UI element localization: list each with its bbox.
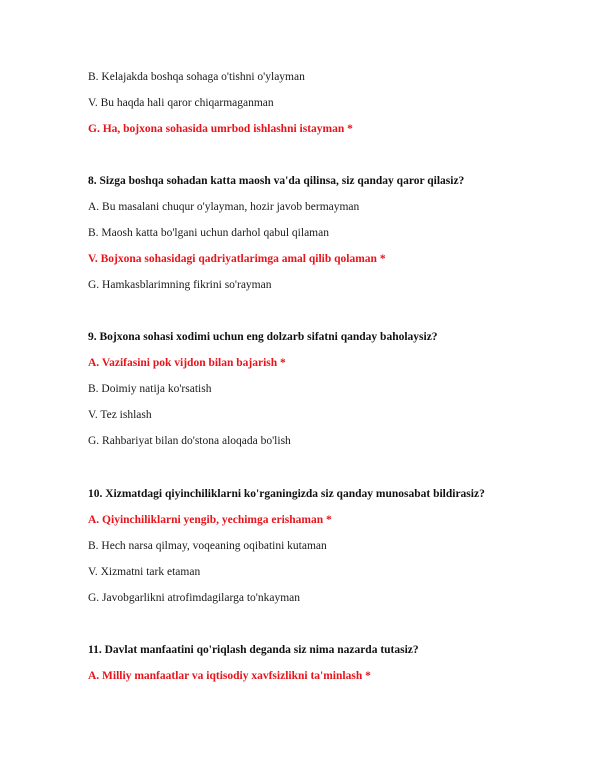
option-9-g: G. Rahbariyat bilan do'stona aloqada bo'lish	[88, 435, 291, 447]
option-8-v-correct: V. Bojxona sohasidagi qadriyatlarimga amal qilib qolaman *	[88, 253, 386, 265]
option-9-b: B. Doimiy natija ko'rsatish	[88, 383, 212, 395]
option-8-b: B. Maosh katta bo'lgani uchun darhol qabul qilaman	[88, 227, 329, 239]
option-7-g-correct: G. Ha, bojxona sohasida umrbod ishlashni istayman *	[88, 123, 353, 135]
option-10-a-correct: A. Qiyinchiliklarni yengib, yechimga erishaman *	[88, 514, 332, 526]
option-10-v: V. Xizmatni tark etaman	[88, 566, 201, 578]
option-9-v: V. Tez ishlash	[88, 409, 152, 421]
option-9-a-correct: A. Vazifasini pok vijdon bilan bajarish *	[88, 357, 286, 369]
option-7-b: B. Kelajakda boshqa sohaga o'tishni o'ylayman	[88, 71, 305, 83]
option-7-v: V. Bu haqda hali qaror chiqarmaganman	[88, 97, 274, 109]
option-11-a-correct: A. Milliy manfaatlar va iqtisodiy xavfsizlikni ta'minlash *	[88, 670, 371, 682]
option-8-g: G. Hamkasblarimning fikrini so'rayman	[88, 279, 272, 291]
option-10-g: G. Javobgarlikni atrofimdagilarga to'nkayman	[88, 592, 300, 604]
option-10-b: B. Hech narsa qilmay, voqeaning oqibatini kutaman	[88, 540, 327, 552]
question-8: 8. Sizga boshqa sohadan katta maosh va'da qilinsa, siz qanday qaror qilasiz?	[88, 175, 465, 187]
question-10: 10. Xizmatdagi qiyinchiliklarni ko'rganingizda siz qanday munosabat bildirasiz?	[88, 488, 485, 500]
question-9: 9. Bojxona sohasi xodimi uchun eng dolzarb sifatni qanday baholaysiz?	[88, 331, 438, 343]
question-11: 11. Davlat manfaatini qo'riqlash deganda siz nima nazarda tutasiz?	[88, 644, 419, 656]
option-8-a: A. Bu masalani chuqur o'ylayman, hozir javob bermayman	[88, 201, 360, 213]
